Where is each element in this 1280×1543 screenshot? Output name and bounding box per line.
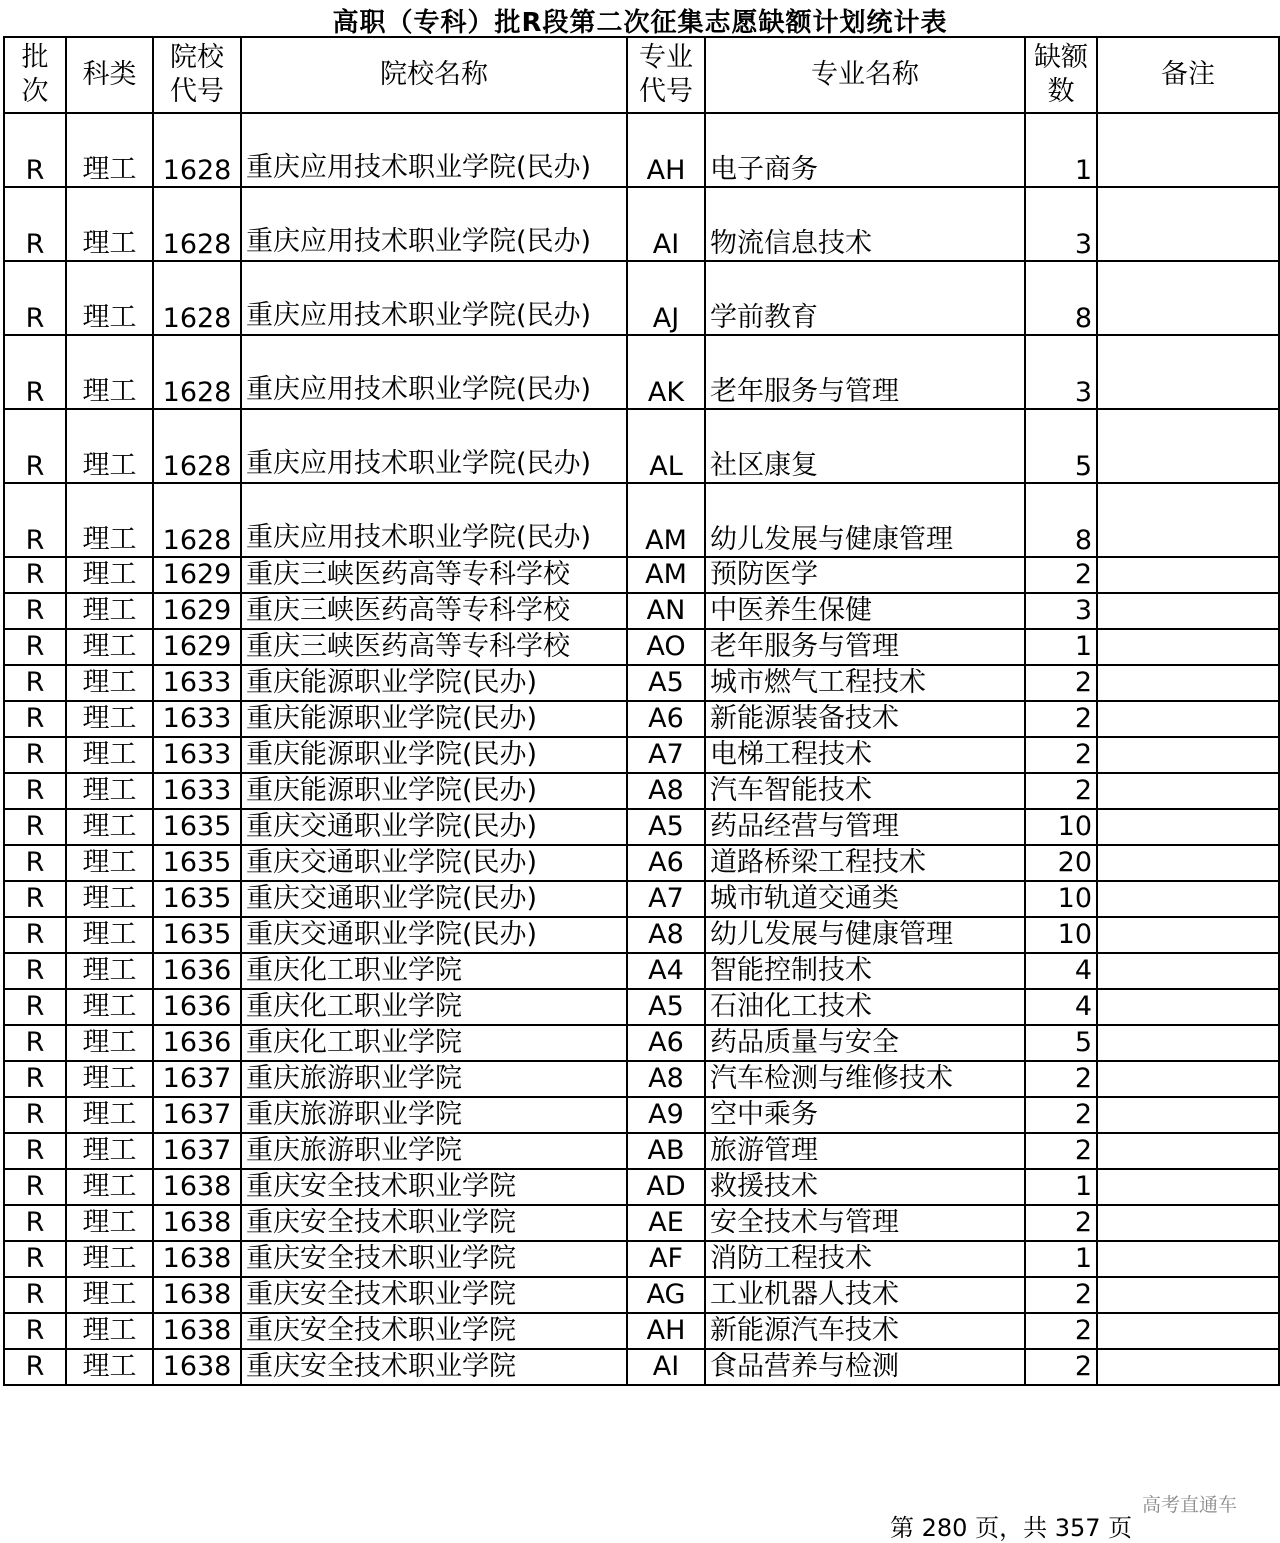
school-name-cell: 重庆化工职业学院 xyxy=(241,989,627,1025)
table-row xyxy=(4,701,1279,737)
major-code-cell: AN xyxy=(627,593,705,629)
category-cell: 理工 xyxy=(66,1241,153,1277)
batch-cell: R xyxy=(4,1169,66,1205)
category-cell: 理工 xyxy=(66,187,153,261)
table-row xyxy=(4,665,1279,701)
school-name-cell: 重庆三峡医药高等专科学校 xyxy=(241,593,627,629)
school-name-cell: 重庆应用技术职业学院(民办) xyxy=(241,409,627,483)
major-name-cell: 老年服务与管理 xyxy=(705,629,1025,665)
vacancies-cell: 2 xyxy=(1025,1313,1097,1349)
category-cell: 理工 xyxy=(66,917,153,953)
school-code-cell: 1633 xyxy=(153,701,241,737)
vacancies-cell: 10 xyxy=(1025,881,1097,917)
vacancies-cell: 1 xyxy=(1025,1169,1097,1205)
school-name-cell: 重庆旅游职业学院 xyxy=(241,1133,627,1169)
vacancies-cell: 2 xyxy=(1025,1133,1097,1169)
header-vacancies: 缺额数 xyxy=(1025,37,1097,113)
vacancies-cell: 2 xyxy=(1025,773,1097,809)
page-title: 高职（专科）批R段第二次征集志愿缺额计划统计表 xyxy=(332,8,948,38)
table-row xyxy=(4,917,1279,953)
major-code-cell: A7 xyxy=(627,737,705,773)
vacancies-cell: 4 xyxy=(1025,989,1097,1025)
remarks-cell xyxy=(1097,665,1279,701)
major-name-cell: 智能控制技术 xyxy=(705,953,1025,989)
remarks-cell xyxy=(1097,845,1279,881)
major-name-cell: 中医养生保健 xyxy=(705,593,1025,629)
school-name-cell: 重庆应用技术职业学院(民办) xyxy=(241,261,627,335)
school-code-cell: 1633 xyxy=(153,737,241,773)
vacancies-cell: 2 xyxy=(1025,1097,1097,1133)
major-name-cell: 电梯工程技术 xyxy=(705,737,1025,773)
major-name-cell: 消防工程技术 xyxy=(705,1241,1025,1277)
vacancies-cell: 1 xyxy=(1025,113,1097,187)
major-name-cell: 药品质量与安全 xyxy=(705,1025,1025,1061)
major-name-cell: 空中乘务 xyxy=(705,1097,1025,1133)
major-name-cell: 救援技术 xyxy=(705,1169,1025,1205)
major-code-cell: AJ xyxy=(627,261,705,335)
school-name-cell: 重庆能源职业学院(民办) xyxy=(241,737,627,773)
table-row xyxy=(4,113,1279,187)
category-cell: 理工 xyxy=(66,737,153,773)
major-code-cell: AG xyxy=(627,1277,705,1313)
table-row xyxy=(4,1133,1279,1169)
table-row xyxy=(4,737,1279,773)
remarks-cell xyxy=(1097,113,1279,187)
remarks-cell xyxy=(1097,187,1279,261)
vacancies-cell: 1 xyxy=(1025,1241,1097,1277)
school-code-cell: 1638 xyxy=(153,1349,241,1385)
major-name-cell: 学前教育 xyxy=(705,261,1025,335)
batch-cell: R xyxy=(4,1097,66,1133)
school-name-cell: 重庆旅游职业学院 xyxy=(241,1097,627,1133)
table-row xyxy=(4,483,1279,557)
vacancies-cell: 8 xyxy=(1025,261,1097,335)
school-code-cell: 1635 xyxy=(153,845,241,881)
major-code-cell: A8 xyxy=(627,1061,705,1097)
batch-cell: R xyxy=(4,701,66,737)
school-code-cell: 1628 xyxy=(153,113,241,187)
remarks-cell xyxy=(1097,1349,1279,1385)
category-cell: 理工 xyxy=(66,809,153,845)
header-school-code: 院校代号 xyxy=(153,37,241,113)
batch-cell: R xyxy=(4,737,66,773)
school-name-cell: 重庆能源职业学院(民办) xyxy=(241,665,627,701)
school-name-cell: 重庆应用技术职业学院(民办) xyxy=(241,187,627,261)
remarks-cell xyxy=(1097,593,1279,629)
school-code-cell: 1629 xyxy=(153,593,241,629)
major-name-cell: 旅游管理 xyxy=(705,1133,1025,1169)
batch-cell: R xyxy=(4,809,66,845)
table-row xyxy=(4,1241,1279,1277)
major-code-cell: AI xyxy=(627,1349,705,1385)
remarks-cell xyxy=(1097,989,1279,1025)
category-cell: 理工 xyxy=(66,629,153,665)
school-code-cell: 1638 xyxy=(153,1313,241,1349)
school-code-cell: 1638 xyxy=(153,1241,241,1277)
remarks-cell xyxy=(1097,701,1279,737)
remarks-cell xyxy=(1097,1277,1279,1313)
category-cell: 理工 xyxy=(66,953,153,989)
header-batch: 批次 xyxy=(4,37,66,113)
table-row xyxy=(4,845,1279,881)
vacancies-cell: 2 xyxy=(1025,665,1097,701)
school-name-cell: 重庆安全技术职业学院 xyxy=(241,1205,627,1241)
major-name-cell: 药品经营与管理 xyxy=(705,809,1025,845)
school-code-cell: 1636 xyxy=(153,1025,241,1061)
major-code-cell: AE xyxy=(627,1205,705,1241)
vacancies-cell: 8 xyxy=(1025,483,1097,557)
vacancies-cell: 2 xyxy=(1025,557,1097,593)
remarks-cell xyxy=(1097,917,1279,953)
category-cell: 理工 xyxy=(66,335,153,409)
table-header-row xyxy=(4,37,1279,113)
major-name-cell: 电子商务 xyxy=(705,113,1025,187)
school-code-cell: 1635 xyxy=(153,917,241,953)
batch-cell: R xyxy=(4,917,66,953)
category-cell: 理工 xyxy=(66,1025,153,1061)
header-major-code: 专业代号 xyxy=(627,37,705,113)
remarks-cell xyxy=(1097,881,1279,917)
vacancies-cell: 3 xyxy=(1025,335,1097,409)
major-code-cell: AI xyxy=(627,187,705,261)
batch-cell: R xyxy=(4,593,66,629)
major-code-cell: AF xyxy=(627,1241,705,1277)
category-cell: 理工 xyxy=(66,261,153,335)
major-code-cell: AM xyxy=(627,483,705,557)
remarks-cell xyxy=(1097,809,1279,845)
remarks-cell xyxy=(1097,1097,1279,1133)
major-name-cell: 汽车检测与维修技术 xyxy=(705,1061,1025,1097)
school-name-cell: 重庆交通职业学院(民办) xyxy=(241,917,627,953)
school-code-cell: 1635 xyxy=(153,809,241,845)
remarks-cell xyxy=(1097,773,1279,809)
batch-cell: R xyxy=(4,335,66,409)
school-code-cell: 1637 xyxy=(153,1133,241,1169)
table-row xyxy=(4,1169,1279,1205)
school-code-cell: 1628 xyxy=(153,261,241,335)
remarks-cell xyxy=(1097,557,1279,593)
school-code-cell: 1628 xyxy=(153,483,241,557)
remarks-cell xyxy=(1097,737,1279,773)
header-category: 科类 xyxy=(66,37,153,113)
table-row xyxy=(4,629,1279,665)
batch-cell: R xyxy=(4,1133,66,1169)
school-code-cell: 1637 xyxy=(153,1097,241,1133)
school-name-cell: 重庆安全技术职业学院 xyxy=(241,1241,627,1277)
school-code-cell: 1638 xyxy=(153,1277,241,1313)
school-code-cell: 1629 xyxy=(153,629,241,665)
major-name-cell: 安全技术与管理 xyxy=(705,1205,1025,1241)
school-name-cell: 重庆应用技术职业学院(民办) xyxy=(241,335,627,409)
remarks-cell xyxy=(1097,1205,1279,1241)
table-row xyxy=(4,1349,1279,1385)
school-code-cell: 1635 xyxy=(153,881,241,917)
vacancies-cell: 2 xyxy=(1025,701,1097,737)
vacancies-cell: 2 xyxy=(1025,1061,1097,1097)
vacancies-cell: 10 xyxy=(1025,917,1097,953)
table-row xyxy=(4,1061,1279,1097)
major-name-cell: 石油化工技术 xyxy=(705,989,1025,1025)
category-cell: 理工 xyxy=(66,701,153,737)
major-name-cell: 工业机器人技术 xyxy=(705,1277,1025,1313)
major-code-cell: A5 xyxy=(627,989,705,1025)
school-name-cell: 重庆交通职业学院(民办) xyxy=(241,809,627,845)
category-cell: 理工 xyxy=(66,773,153,809)
vacancies-cell: 20 xyxy=(1025,845,1097,881)
remarks-cell xyxy=(1097,1061,1279,1097)
table-row xyxy=(4,261,1279,335)
table-row xyxy=(4,881,1279,917)
major-name-cell: 物流信息技术 xyxy=(705,187,1025,261)
category-cell: 理工 xyxy=(66,1169,153,1205)
major-code-cell: A4 xyxy=(627,953,705,989)
major-name-cell: 老年服务与管理 xyxy=(705,335,1025,409)
major-code-cell: AM xyxy=(627,557,705,593)
page-footer: 第 280 页，共 357 页 xyxy=(890,1514,1133,1542)
major-code-cell: AH xyxy=(627,1313,705,1349)
remarks-cell xyxy=(1097,1025,1279,1061)
major-code-cell: A7 xyxy=(627,881,705,917)
category-cell: 理工 xyxy=(66,593,153,629)
vacancies-cell: 1 xyxy=(1025,629,1097,665)
school-code-cell: 1629 xyxy=(153,557,241,593)
school-name-cell: 重庆安全技术职业学院 xyxy=(241,1313,627,1349)
batch-cell: R xyxy=(4,1205,66,1241)
major-name-cell: 幼儿发展与健康管理 xyxy=(705,483,1025,557)
school-name-cell: 重庆安全技术职业学院 xyxy=(241,1349,627,1385)
school-code-cell: 1637 xyxy=(153,1061,241,1097)
batch-cell: R xyxy=(4,845,66,881)
school-name-cell: 重庆安全技术职业学院 xyxy=(241,1277,627,1313)
school-code-cell: 1636 xyxy=(153,989,241,1025)
school-name-cell: 重庆应用技术职业学院(民办) xyxy=(241,113,627,187)
vacancies-cell: 10 xyxy=(1025,809,1097,845)
school-name-cell: 重庆能源职业学院(民办) xyxy=(241,773,627,809)
batch-cell: R xyxy=(4,187,66,261)
table-row xyxy=(4,335,1279,409)
category-cell: 理工 xyxy=(66,113,153,187)
table-row xyxy=(4,1097,1279,1133)
major-code-cell: A5 xyxy=(627,809,705,845)
category-cell: 理工 xyxy=(66,483,153,557)
school-name-cell: 重庆交通职业学院(民办) xyxy=(241,881,627,917)
table-row xyxy=(4,187,1279,261)
major-code-cell: AL xyxy=(627,409,705,483)
major-name-cell: 预防医学 xyxy=(705,557,1025,593)
major-code-cell: A8 xyxy=(627,917,705,953)
remarks-cell xyxy=(1097,1241,1279,1277)
vacancies-cell: 5 xyxy=(1025,409,1097,483)
watermark: 高考直通车 xyxy=(1142,1494,1238,1516)
batch-cell: R xyxy=(4,1061,66,1097)
major-name-cell: 道路桥梁工程技术 xyxy=(705,845,1025,881)
school-name-cell: 重庆安全技术职业学院 xyxy=(241,1169,627,1205)
batch-cell: R xyxy=(4,773,66,809)
batch-cell: R xyxy=(4,1241,66,1277)
school-code-cell: 1638 xyxy=(153,1169,241,1205)
batch-cell: R xyxy=(4,665,66,701)
school-name-cell: 重庆化工职业学院 xyxy=(241,1025,627,1061)
school-name-cell: 重庆能源职业学院(民办) xyxy=(241,701,627,737)
major-code-cell: A6 xyxy=(627,845,705,881)
school-code-cell: 1628 xyxy=(153,335,241,409)
major-name-cell: 新能源装备技术 xyxy=(705,701,1025,737)
category-cell: 理工 xyxy=(66,989,153,1025)
major-code-cell: AK xyxy=(627,335,705,409)
category-cell: 理工 xyxy=(66,557,153,593)
table-row xyxy=(4,989,1279,1025)
batch-cell: R xyxy=(4,1277,66,1313)
major-code-cell: AB xyxy=(627,1133,705,1169)
batch-cell: R xyxy=(4,1349,66,1385)
batch-cell: R xyxy=(4,1313,66,1349)
table-row xyxy=(4,809,1279,845)
table-row xyxy=(4,557,1279,593)
remarks-cell xyxy=(1097,409,1279,483)
header-school-name: 院校名称 xyxy=(241,37,627,113)
vacancies-cell: 4 xyxy=(1025,953,1097,989)
table-row xyxy=(4,953,1279,989)
batch-cell: R xyxy=(4,483,66,557)
category-cell: 理工 xyxy=(66,1097,153,1133)
table-row xyxy=(4,593,1279,629)
major-name-cell: 汽车智能技术 xyxy=(705,773,1025,809)
table-row xyxy=(4,1205,1279,1241)
batch-cell: R xyxy=(4,1025,66,1061)
school-name-cell: 重庆应用技术职业学院(民办) xyxy=(241,483,627,557)
batch-cell: R xyxy=(4,113,66,187)
major-code-cell: AH xyxy=(627,113,705,187)
remarks-cell xyxy=(1097,335,1279,409)
major-code-cell: A9 xyxy=(627,1097,705,1133)
batch-cell: R xyxy=(4,409,66,483)
school-code-cell: 1628 xyxy=(153,187,241,261)
table-row xyxy=(4,773,1279,809)
remarks-cell xyxy=(1097,1313,1279,1349)
school-name-cell: 重庆交通职业学院(民办) xyxy=(241,845,627,881)
vacancies-cell: 2 xyxy=(1025,737,1097,773)
major-name-cell: 城市轨道交通类 xyxy=(705,881,1025,917)
table-row xyxy=(4,1313,1279,1349)
remarks-cell xyxy=(1097,953,1279,989)
category-cell: 理工 xyxy=(66,1349,153,1385)
major-code-cell: AD xyxy=(627,1169,705,1205)
category-cell: 理工 xyxy=(66,1205,153,1241)
school-name-cell: 重庆旅游职业学院 xyxy=(241,1061,627,1097)
school-code-cell: 1628 xyxy=(153,409,241,483)
school-name-cell: 重庆化工职业学院 xyxy=(241,953,627,989)
category-cell: 理工 xyxy=(66,1133,153,1169)
data-table xyxy=(3,36,1280,1386)
school-name-cell: 重庆三峡医药高等专科学校 xyxy=(241,629,627,665)
category-cell: 理工 xyxy=(66,665,153,701)
vacancies-cell: 3 xyxy=(1025,187,1097,261)
batch-cell: R xyxy=(4,629,66,665)
major-name-cell: 食品营养与检测 xyxy=(705,1349,1025,1385)
batch-cell: R xyxy=(4,989,66,1025)
category-cell: 理工 xyxy=(66,1061,153,1097)
school-code-cell: 1638 xyxy=(153,1205,241,1241)
school-code-cell: 1636 xyxy=(153,953,241,989)
school-code-cell: 1633 xyxy=(153,773,241,809)
table-row xyxy=(4,1277,1279,1313)
vacancies-cell: 3 xyxy=(1025,593,1097,629)
batch-cell: R xyxy=(4,261,66,335)
category-cell: 理工 xyxy=(66,845,153,881)
major-code-cell: A6 xyxy=(627,1025,705,1061)
batch-cell: R xyxy=(4,881,66,917)
category-cell: 理工 xyxy=(66,409,153,483)
vacancies-cell: 2 xyxy=(1025,1277,1097,1313)
major-name-cell: 社区康复 xyxy=(705,409,1025,483)
batch-cell: R xyxy=(4,953,66,989)
remarks-cell xyxy=(1097,483,1279,557)
vacancies-cell: 2 xyxy=(1025,1349,1097,1385)
table-row xyxy=(4,409,1279,483)
vacancies-cell: 5 xyxy=(1025,1025,1097,1061)
school-name-cell: 重庆三峡医药高等专科学校 xyxy=(241,557,627,593)
major-code-cell: A6 xyxy=(627,701,705,737)
category-cell: 理工 xyxy=(66,1277,153,1313)
remarks-cell xyxy=(1097,1169,1279,1205)
header-remarks: 备注 xyxy=(1097,37,1279,113)
major-name-cell: 幼儿发展与健康管理 xyxy=(705,917,1025,953)
category-cell: 理工 xyxy=(66,1313,153,1349)
remarks-cell xyxy=(1097,629,1279,665)
remarks-cell xyxy=(1097,261,1279,335)
header-major-name: 专业名称 xyxy=(705,37,1025,113)
major-code-cell: A8 xyxy=(627,773,705,809)
remarks-cell xyxy=(1097,1133,1279,1169)
major-name-cell: 城市燃气工程技术 xyxy=(705,665,1025,701)
category-cell: 理工 xyxy=(66,881,153,917)
vacancies-cell: 2 xyxy=(1025,1205,1097,1241)
major-code-cell: AO xyxy=(627,629,705,665)
table-row xyxy=(4,1025,1279,1061)
school-code-cell: 1633 xyxy=(153,665,241,701)
major-name-cell: 新能源汽车技术 xyxy=(705,1313,1025,1349)
major-code-cell: A5 xyxy=(627,665,705,701)
batch-cell: R xyxy=(4,557,66,593)
